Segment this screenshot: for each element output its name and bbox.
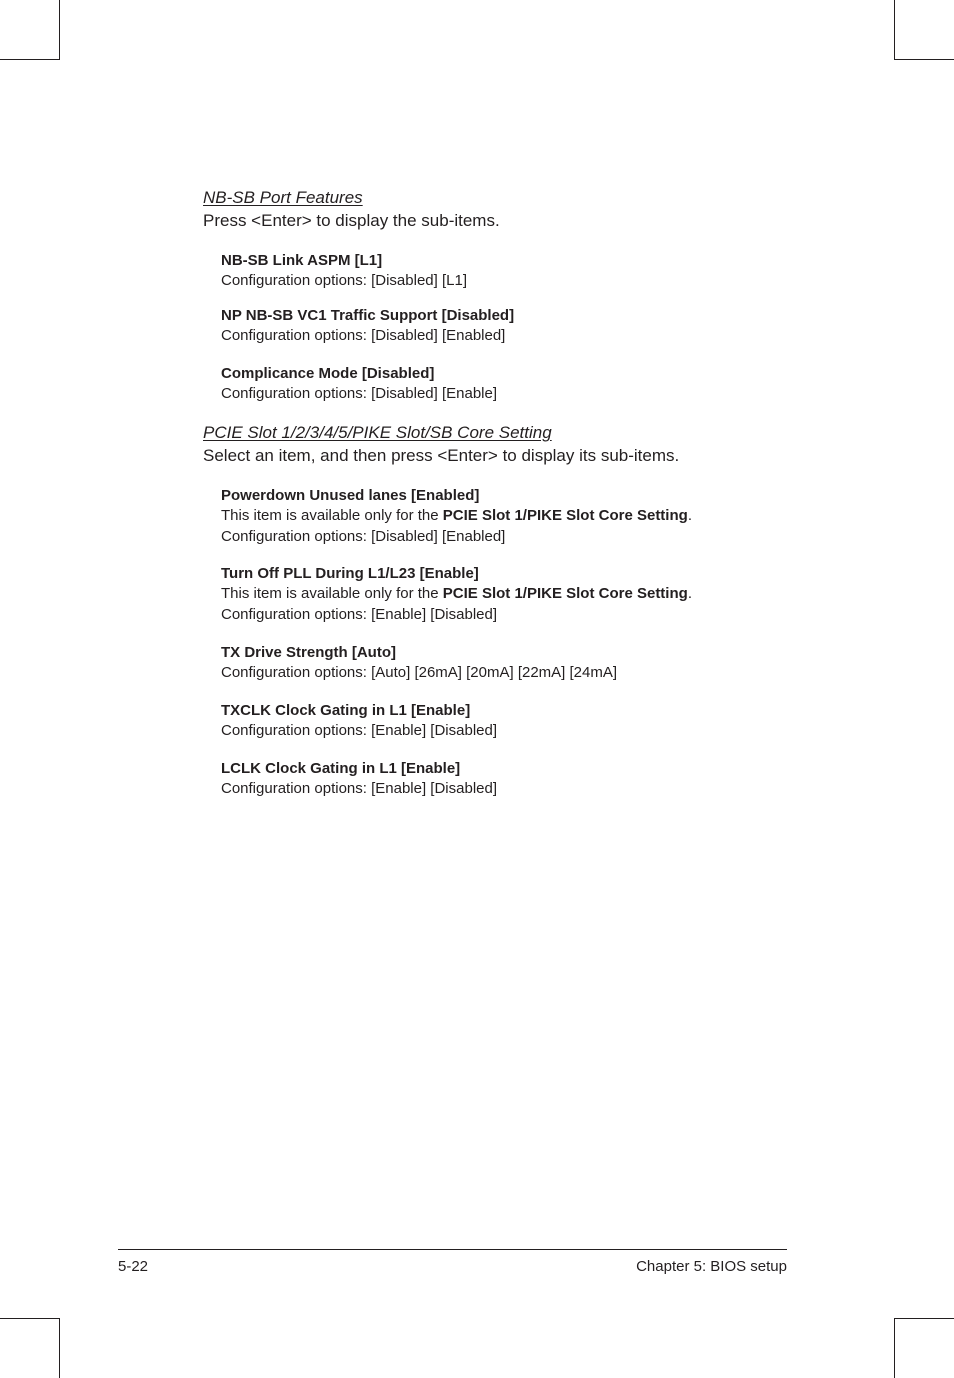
- setting-item-powerdown-unused-lanes: [221, 486, 841, 547]
- setting-options: Configuration options: [Enable] [Disabled]: [221, 722, 498, 740]
- setting-item-lclk-clock-gating: [221, 759, 841, 800]
- setting-item-turn-off-pll: [221, 564, 841, 625]
- crop-mark: [59, 1318, 60, 1378]
- setting-options: Configuration options: [Disabled] [Enabled]: [221, 327, 506, 345]
- crop-mark: [894, 59, 954, 60]
- setting-title: Turn Off PLL During L1/L23 [Enable]: [221, 565, 479, 582]
- setting-options: Configuration options: [Disabled] [L1]: [221, 272, 467, 290]
- crop-mark: [894, 0, 895, 60]
- crop-mark: [0, 59, 60, 60]
- chapter-label: Chapter 5: BIOS setup: [636, 1258, 787, 1275]
- setting-item-complicance-mode: [221, 364, 841, 405]
- section-heading-pcie-slot-core-setting: PCIE Slot 1/2/3/4/5/PIKE Slot/SB Core Setting: [203, 423, 552, 442]
- setting-item-np-nb-sb-vc1-traffic: [221, 306, 841, 347]
- crop-mark: [894, 1318, 895, 1378]
- note-highlight: PCIE Slot 1/PIKE Slot Core Setting: [442, 507, 688, 525]
- setting-options: Configuration options: [Disabled] [Enabled]: [221, 527, 506, 545]
- section-description: Press <Enter> to display the sub-items.: [203, 211, 500, 230]
- setting-title: NB-SB Link ASPM [L1]: [221, 252, 383, 269]
- note-suffix: .: [687, 585, 692, 603]
- setting-item-nb-sb-link-aspm: [221, 251, 841, 292]
- note-highlight: PCIE Slot 1/PIKE Slot Core Setting: [442, 585, 688, 603]
- crop-mark: [0, 1318, 60, 1319]
- setting-title: Powerdown Unused lanes [Enabled]: [221, 487, 480, 504]
- setting-title: Complicance Mode [Disabled]: [221, 365, 435, 382]
- page-number: 5-22: [118, 1258, 149, 1275]
- setting-note: [221, 584, 841, 604]
- setting-title: TX Drive Strength [Auto]: [221, 644, 396, 661]
- note-prefix: This item is available only for the: [221, 507, 443, 525]
- setting-item-tx-drive-strength: [221, 643, 841, 684]
- crop-mark: [59, 0, 60, 60]
- note-suffix: .: [687, 507, 692, 525]
- crop-mark: [894, 1318, 954, 1319]
- setting-item-txclk-clock-gating: [221, 701, 841, 742]
- setting-title: TXCLK Clock Gating in L1 [Enable]: [221, 702, 471, 719]
- footer-rule: [118, 1249, 787, 1250]
- setting-note: [221, 506, 841, 526]
- setting-title: NP NB-SB VC1 Traffic Support [Disabled]: [221, 307, 515, 324]
- section-description: Select an item, and then press <Enter> to display its sub-items.: [203, 446, 680, 465]
- setting-options: Configuration options: [Disabled] [Enable]: [221, 385, 498, 403]
- setting-options: Configuration options: [Auto] [26mA] [20mA] [22mA] [24mA]: [221, 664, 618, 682]
- setting-options: Configuration options: [Enable] [Disabled]: [221, 605, 498, 623]
- note-prefix: This item is available only for the: [221, 585, 443, 603]
- setting-options: Configuration options: [Enable] [Disabled]: [221, 780, 498, 798]
- setting-title: LCLK Clock Gating in L1 [Enable]: [221, 760, 461, 777]
- section-heading-nb-sb-port-features: NB-SB Port Features: [203, 188, 363, 207]
